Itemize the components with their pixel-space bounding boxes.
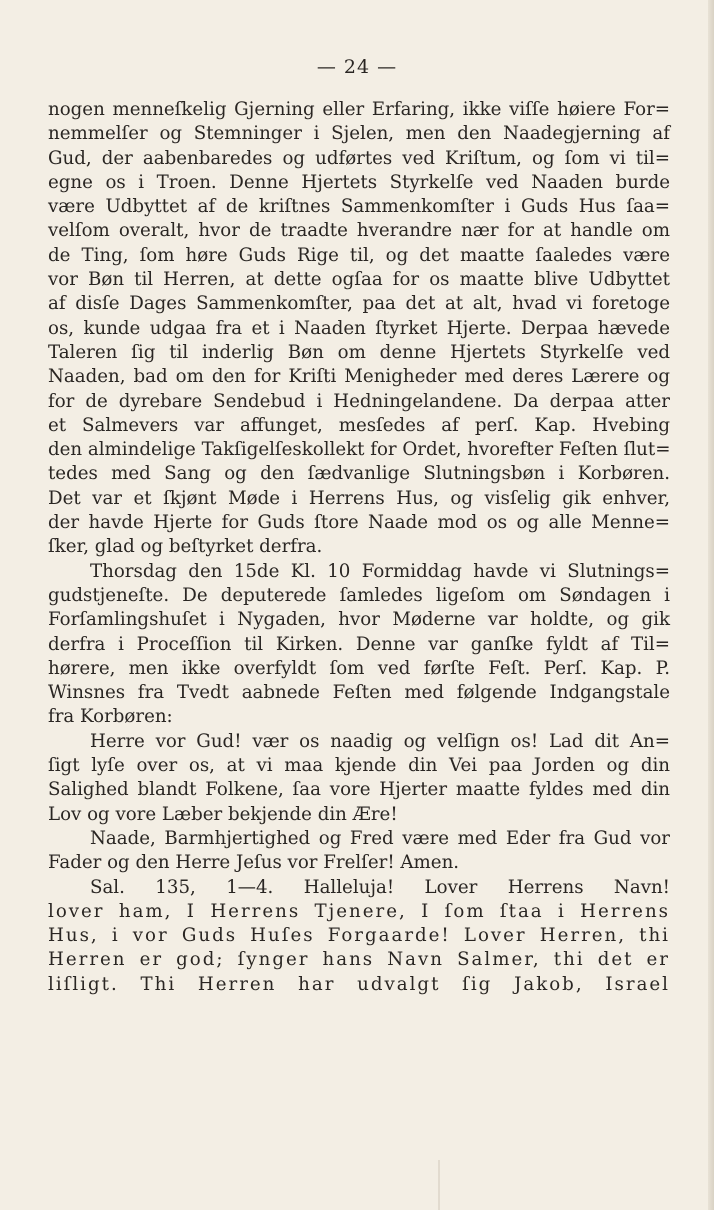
text-line: Salighed blandt Folkene, ſaa vore Hjerter maatte fyldes med din xyxy=(48,779,670,801)
text-line: ſker, glad og beſtyrket derfra. xyxy=(48,536,323,558)
text-line: fra Korbøren: xyxy=(48,706,173,728)
page-fold-mark xyxy=(438,1160,440,1210)
text-line: velſom overalt, hvor de traadte hverandre nær for at handle om xyxy=(48,220,670,242)
text-line: Naade, Barmhjertighed og Fred være med Eder fra Gud vor xyxy=(90,827,670,849)
text-line: liſligt. Thi Herren har udvalgt ſig Jakob, Israel xyxy=(48,973,670,995)
text-line: af disſe Dages Sammenkomſter, paa det at alt, hvad vi foretoge xyxy=(48,293,670,315)
text-line: Herre vor Gud! vær os naadig og velſign os! Lad dit An= xyxy=(90,730,670,752)
text-line: den almindelige Takſigelſeskollekt for Ordet, hvorefter Feſten ſlut= xyxy=(48,439,671,461)
text-line: ſigt lyſe over os, at vi maa kjende din Vei paa Jorden og din xyxy=(48,755,670,777)
text-line: være Udbyttet af de kriſtnes Sammenkomſter i Guds Hus ſaa= xyxy=(48,196,670,218)
body-text xyxy=(48,98,670,997)
text-line: et Salmevers var affunget, mesſedes af perſ. Kap. Hvebing xyxy=(48,414,670,436)
page-edge xyxy=(708,0,714,1210)
text-line: Herren er god; ſynger hans Navn Salmer, thi det er xyxy=(48,949,670,971)
text-line: for de dyrebare Sendebud i Hedningelandene. Da derpaa atter xyxy=(48,390,670,412)
text-line: Thorsdag den 15de Kl. 10 Formiddag havde vi Slutnings= xyxy=(90,560,670,582)
text-line: Naaden, bad om den for Kriſti Menigheder med deres Lærere og xyxy=(48,366,670,388)
text-line: tedes med Sang og den ſædvanlige Slutningsbøn i Korbøren. xyxy=(48,463,670,485)
text-line: Fader og den Herre Jeſus vor Frelſer! Amen. xyxy=(48,852,460,874)
text-line: gudstjeneſte. De deputerede ſamledes ligeſom om Søndagen i xyxy=(48,584,670,606)
text-line: os, kunde udgaa fra et i Naaden ſtyrket Hjerte. Derpaa hævede xyxy=(48,317,670,339)
page-number: — 24 — xyxy=(316,56,398,78)
text-line: derfra i Proceſſion til Kirken. Denne var ganſke fyldt af Til= xyxy=(48,633,670,655)
text-line: lover ham, I Herrens Tjenere, I ſom ſtaa i Herrens xyxy=(48,900,670,922)
text-line: Det var et ſkjønt Møde i Herrens Hus, og visſelig gik enhver, xyxy=(48,487,670,509)
text-line: vor Bøn til Herren, at dette ogſaa for os maatte blive Udbyttet xyxy=(48,269,670,291)
text-line: hørere, men ikke overfyldt ſom ved førſte Feſt. Perſ. Kap. P. xyxy=(48,657,670,679)
text-line: nemmelſer og Stemninger i Sjelen, men den Naadegjerning af xyxy=(48,123,670,145)
text-line: Lov og vore Læber bekjende din Ære! xyxy=(48,803,398,825)
text-line: Winsnes fra Tvedt aabnede Feſten med følgende Indgangstale xyxy=(48,682,670,704)
text-line: Gud, der aabenbaredes og udførtes ved Kriſtum, og ſom vi til= xyxy=(48,147,670,169)
text-line: Sal. 135, 1—4. Halleluja! Lover Herrens Navn! xyxy=(90,876,670,898)
text-line: nogen menneſkelig Gjerning eller Erfaring, ikke viſſe høiere For= xyxy=(48,99,670,120)
text-line: Taleren ſig til inderlig Bøn om denne Hjertets Styrkelſe ved xyxy=(48,341,670,363)
text-line: de Ting, ſom høre Guds Rige til, og det maatte ſaaledes være xyxy=(48,244,670,266)
text-line: der havde Hjerte for Guds ſtore Naade mod os og alle Menne= xyxy=(48,512,670,534)
text-line: Forſamlingshuſet i Nygaden, hvor Møderne var holdte, og gik xyxy=(48,609,670,631)
text-line: Hus, i vor Guds Huſes Forgaarde! Lover Herren, thi xyxy=(48,925,670,947)
text-line: egne os i Troen. Denne Hjertets Styrkelſe ved Naaden burde xyxy=(48,171,670,193)
